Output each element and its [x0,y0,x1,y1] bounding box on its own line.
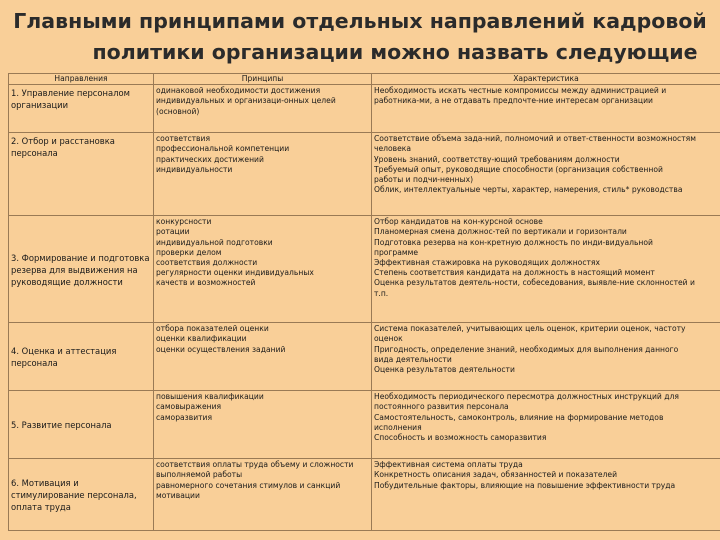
principle-line: соответствия оплаты труда объему и сложности [156,460,354,470]
cell-direction [9,216,154,323]
characteristic-line: программе [374,247,419,257]
table-row [9,216,720,323]
direction-text: 1. Управление персоналом организации [11,88,130,111]
cell-characteristics [372,459,720,531]
characteristic-line: Подготовка резерва на кон-кретную должность по инди-видуальной [374,237,653,247]
characteristic-line: Способность и возможность саморазвития [374,433,547,443]
direction-text: 6. Мотивация и стимулирование персонала, оплата труда [11,478,137,513]
characteristic-line: постоянного развития персонала [374,402,509,412]
principle-line: оценки осуществления заданий [156,344,286,354]
principle-line: соответствия [156,134,211,144]
characteristic-line: Пригодность, определение знаний, необходимых для выполнения данного [374,344,679,354]
characteristic-line: вида деятельности [374,354,452,364]
cell-principles [154,323,372,391]
principle-line: индивидуальности [156,164,233,174]
principle-line: профессиональной компетенции [156,144,290,154]
characteristic-line: Побудительные факторы, влияющие на повышение эффективности труда [374,480,676,490]
table-row [9,459,720,531]
direction-text: 2. Отбор и расстановка персонала [11,136,115,159]
direction-text: 4. Оценка и аттестация персонала [11,346,117,369]
table-row [9,391,720,459]
cell-characteristics [372,391,720,459]
characteristic-line: Конкретность описания задач, обязанностей и показателей [374,470,617,480]
principle-line: (основной) [156,106,200,116]
table-row [9,323,720,391]
cell-principles [154,85,372,133]
characteristic-line: Эффективная система оплаты труда [374,460,523,470]
cell-principles [154,133,372,216]
principle-line: отбора показателей оценки [156,324,269,334]
principle-line: конкурсности [156,217,212,227]
principle-line: равномерного сочетания стимулов и санкций [156,480,341,490]
table-header-row [9,74,720,85]
characteristic-line: Оценка результатов деятельности [374,365,515,375]
principles-table [8,73,720,531]
direction-text: 3. Формирование и подготовка резерва для выдвижения на руководящие должности [11,252,150,287]
principle-line: индивидуальных и организаци-онных целей [156,96,336,106]
characteristic-line: Самостоятельность, самоконтроль, влияние на формирование методов [374,412,664,422]
principle-line: соответствия должности [156,258,258,268]
characteristic-line: работника-ми, а не отдавать предпочте-ние интересам организации [374,96,653,106]
principle-line: оценки квалификации [156,334,247,344]
characteristic-line: Отбор кандидатов на кон-курсной основе [374,217,543,227]
cell-direction [9,459,154,531]
table-row [9,133,720,216]
characteristic-line: Система показателей, учитывающих цель оценок, критерии оценок, частоту [374,324,686,334]
cell-characteristics [372,85,720,133]
characteristic-line: Соответствие объема зада-ний, полномочий и ответ-ственности возможностям [374,134,696,144]
characteristic-line: Степень соответствия кандидата на должность в настоящий момент [374,268,655,278]
cell-direction [9,391,154,459]
cell-characteristics [372,133,720,216]
principle-line: мотивации [156,490,200,500]
principle-line: саморазвития [156,412,213,422]
title-line-2: политики организации можно назвать следующие [92,40,698,64]
principle-line: самовыражения [156,402,222,412]
characteristic-line: Необходимость искать честные компромиссы между администрацией и [374,86,667,96]
table-row [9,85,720,133]
characteristic-line: т.п. [374,288,389,298]
characteristic-line: Эффективная стажировка на руководящих должностях [374,258,600,268]
cell-characteristics [372,323,720,391]
cell-direction [9,85,154,133]
header-principles: Принципы [154,74,372,85]
cell-principles [154,216,372,323]
characteristic-line: Оценка результатов деятель-ности, собеседования, выявле-ние склонностей и [374,278,695,288]
cell-direction [9,133,154,216]
principle-line: качеств и возможностей [156,278,256,288]
title-line-1: Главными принципами отдельных направлений кадровой [13,9,707,33]
characteristic-line: Облик, интеллектуальные черты, характер, намерения, стиль* руководства [374,185,683,195]
cell-principles [154,459,372,531]
characteristic-line: оценок [374,334,403,344]
characteristic-line: Планомерная смена должнос-тей по вертикали и горизонтали [374,227,627,237]
principle-line: практических достижений [156,154,264,164]
characteristic-line: Необходимость периодического пересмотра должностных инструкций для [374,392,679,402]
principle-line: ротации [156,227,190,237]
characteristic-line: человека [374,144,412,154]
characteristic-line: работы и подчи-ненных) [374,175,474,185]
characteristic-line: Уровень знаний, соответству-ющий требованиям должности [374,154,620,164]
cell-direction [9,323,154,391]
principle-line: проверки делом [156,247,222,257]
cell-principles [154,391,372,459]
principle-line: регулярности оценки индивидуальных [156,268,314,278]
principle-line: повышения квалификации [156,392,264,402]
page-title [0,6,720,68]
cell-characteristics [372,216,720,323]
direction-text: 5. Развитие персонала [11,420,112,431]
principle-line: индивидуальной подготовки [156,237,273,247]
principle-line: одинаковой необходимости достижения [156,86,321,96]
header-characteristics: Характеристика [372,74,720,85]
characteristic-line: Требуемый опыт, руководящие способности (организация собственной [374,164,663,174]
characteristic-line: исполнения [374,422,422,432]
principle-line: выполняемой работы [156,470,243,480]
header-directions: Направления [9,74,154,85]
